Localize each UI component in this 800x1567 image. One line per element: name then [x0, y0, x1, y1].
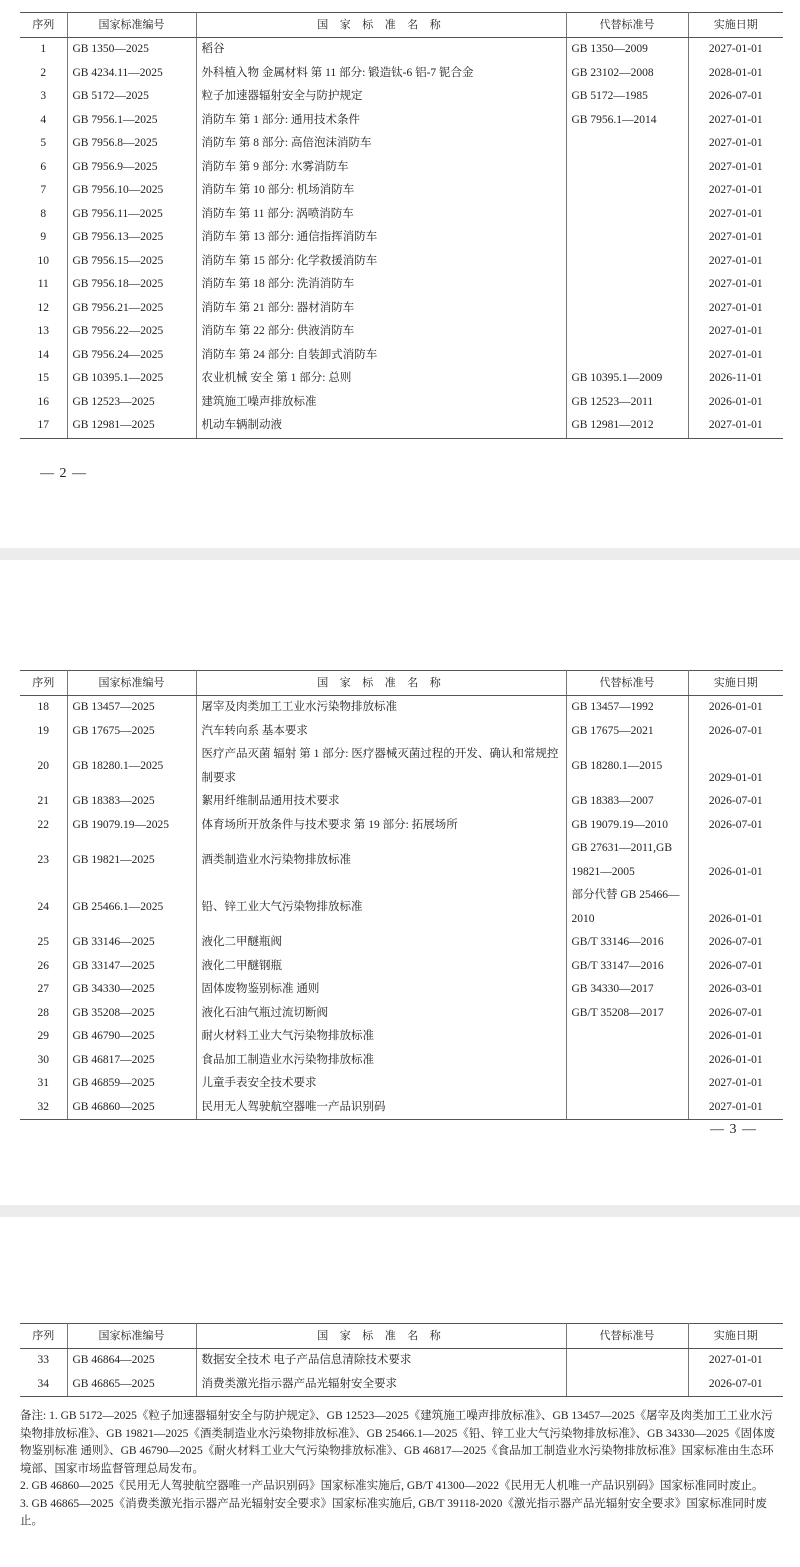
cell-replaced: GB 10395.1—2009 — [566, 367, 688, 391]
cell-seq: 8 — [20, 203, 67, 227]
cell-name: 民用无人驾驶航空器唯一产品识别码 — [196, 1096, 566, 1120]
cell-code: GB 7956.13—2025 — [67, 226, 196, 250]
cell-code: GB 33147—2025 — [67, 955, 196, 979]
table-row — [20, 884, 783, 931]
cell-seq: 17 — [20, 414, 67, 438]
table-row — [20, 790, 783, 814]
cell-name: 消防车 第 18 部分: 洗消消防车 — [196, 273, 566, 297]
cell-name: 酒类制造业水污染物排放标准 — [196, 837, 566, 884]
table-row — [20, 109, 783, 133]
cell-replaced — [566, 1096, 688, 1120]
cell-seq: 22 — [20, 814, 67, 838]
cell-name: 稻谷 — [196, 38, 566, 62]
table-row — [20, 38, 783, 62]
header-seq: 序列 — [20, 1324, 67, 1349]
cell-seq: 2 — [20, 62, 67, 86]
cell-replaced: 部分代替 GB 25466—2010 — [566, 884, 688, 931]
cell-seq: 23 — [20, 837, 67, 884]
cell-code: GB 7956.18—2025 — [67, 273, 196, 297]
cell-name: 农业机械 安全 第 1 部分: 总则 — [196, 367, 566, 391]
page-separator — [0, 1205, 800, 1217]
cell-name: 机动车辆制动液 — [196, 414, 566, 438]
cell-date: 2027-01-01 — [688, 226, 783, 250]
cell-date: 2027-01-01 — [688, 38, 783, 62]
cell-replaced: GB/T 33146—2016 — [566, 931, 688, 955]
cell-code: GB 46860—2025 — [67, 1096, 196, 1120]
header-replaced: 代替标准号 — [566, 13, 688, 38]
cell-code: GB 18280.1—2025 — [67, 743, 196, 790]
table-row — [20, 1049, 783, 1073]
cell-name: 消防车 第 24 部分: 自装卸式消防车 — [196, 344, 566, 368]
cell-replaced: GB 1350—2009 — [566, 38, 688, 62]
cell-date: 2026-07-01 — [688, 814, 783, 838]
cell-name: 汽车转向系 基本要求 — [196, 720, 566, 744]
cell-replaced — [566, 320, 688, 344]
cell-replaced: GB 17675—2021 — [566, 720, 688, 744]
cell-seq: 6 — [20, 156, 67, 180]
cell-name: 液化石油气瓶过流切断阀 — [196, 1002, 566, 1026]
standards-table-page-3 — [20, 670, 783, 1120]
cell-name: 消费类激光指示器产品光辐射安全要求 — [196, 1373, 566, 1397]
table-row — [20, 414, 783, 438]
cell-replaced — [566, 1349, 688, 1373]
cell-seq: 31 — [20, 1072, 67, 1096]
cell-date: 2027-01-01 — [688, 156, 783, 180]
cell-seq: 11 — [20, 273, 67, 297]
cell-replaced: GB 5172—1985 — [566, 85, 688, 109]
cell-seq: 18 — [20, 696, 67, 720]
cell-code: GB 7956.21—2025 — [67, 297, 196, 321]
cell-replaced: GB 19079.19—2010 — [566, 814, 688, 838]
cell-name: 儿童手表安全技术要求 — [196, 1072, 566, 1096]
cell-seq: 7 — [20, 179, 67, 203]
cell-replaced — [566, 250, 688, 274]
table-row — [20, 1373, 783, 1397]
cell-code: GB 46817—2025 — [67, 1049, 196, 1073]
cell-replaced — [566, 1072, 688, 1096]
cell-name: 消防车 第 8 部分: 高倍泡沫消防车 — [196, 132, 566, 156]
table-row — [20, 179, 783, 203]
cell-name: 消防车 第 11 部分: 涡喷消防车 — [196, 203, 566, 227]
cell-date: 2027-01-01 — [688, 250, 783, 274]
table-row — [20, 62, 783, 86]
header-code: 国家标准编号 — [67, 1324, 196, 1349]
cell-code: GB 7956.15—2025 — [67, 250, 196, 274]
cell-date: 2027-01-01 — [688, 109, 783, 133]
cell-date: 2027-01-01 — [688, 1072, 783, 1096]
table-row — [20, 132, 783, 156]
cell-replaced — [566, 179, 688, 203]
header-code: 国家标准编号 — [67, 13, 196, 38]
table-row — [20, 250, 783, 274]
table-row — [20, 1096, 783, 1120]
notes — [20, 1408, 782, 1531]
cell-name: 消防车 第 10 部分: 机场消防车 — [196, 179, 566, 203]
page-number: — 2 — — [40, 466, 87, 481]
cell-code: GB 10395.1—2025 — [67, 367, 196, 391]
table-row — [20, 743, 783, 790]
cell-seq: 3 — [20, 85, 67, 109]
table-row — [20, 814, 783, 838]
cell-seq: 34 — [20, 1373, 67, 1397]
cell-code: GB 7956.9—2025 — [67, 156, 196, 180]
cell-date: 2026-07-01 — [688, 931, 783, 955]
cell-seq: 16 — [20, 391, 67, 415]
cell-name: 消防车 第 13 部分: 通信指挥消防车 — [196, 226, 566, 250]
table-row — [20, 1025, 783, 1049]
cell-name: 液化二甲醚钢瓶 — [196, 955, 566, 979]
table-row — [20, 226, 783, 250]
header-seq: 序列 — [20, 671, 67, 696]
table-header-row — [20, 1324, 783, 1349]
cell-replaced: GB/T 33147—2016 — [566, 955, 688, 979]
table-row — [20, 156, 783, 180]
cell-code: GB 7956.24—2025 — [67, 344, 196, 368]
page-separator — [0, 548, 800, 560]
header-date: 实施日期 — [688, 671, 783, 696]
note-3: 3. GB 46865—2025《消费类激光指示器产品光辐射安全要求》国家标准实施后, GB/T 39118-2020《激光指示器产品光辐射安全要求》国家标准同时废止。 — [20, 1497, 767, 1527]
cell-seq: 5 — [20, 132, 67, 156]
cell-date: 2026-01-01 — [688, 1049, 783, 1073]
cell-date: 2027-01-01 — [688, 297, 783, 321]
cell-date: 2026-01-01 — [688, 884, 783, 931]
cell-code: GB 17675—2025 — [67, 720, 196, 744]
cell-code: GB 5172—2025 — [67, 85, 196, 109]
table-row — [20, 931, 783, 955]
cell-seq: 19 — [20, 720, 67, 744]
cell-code: GB 12981—2025 — [67, 414, 196, 438]
cell-replaced — [566, 156, 688, 180]
cell-code: GB 7956.10—2025 — [67, 179, 196, 203]
cell-seq: 12 — [20, 297, 67, 321]
table-row — [20, 85, 783, 109]
cell-replaced — [566, 344, 688, 368]
cell-name: 絮用纤维制品通用技术要求 — [196, 790, 566, 814]
cell-name: 液化二甲醚瓶阀 — [196, 931, 566, 955]
cell-name: 消防车 第 22 部分: 供液消防车 — [196, 320, 566, 344]
cell-date: 2027-01-01 — [688, 203, 783, 227]
cell-date: 2026-07-01 — [688, 85, 783, 109]
cell-replaced: GB 13457—1992 — [566, 696, 688, 720]
cell-seq: 9 — [20, 226, 67, 250]
cell-name: 医疗产品灭菌 辐射 第 1 部分: 医疗器械灭菌过程的开发、确认和常规控制要求 — [196, 743, 566, 790]
cell-code: GB 33146—2025 — [67, 931, 196, 955]
cell-code: GB 19821—2025 — [67, 837, 196, 884]
cell-date: 2026-01-01 — [688, 837, 783, 884]
cell-date: 2027-01-01 — [688, 1349, 783, 1373]
cell-name: 体育场所开放条件与技术要求 第 19 部分: 拓展场所 — [196, 814, 566, 838]
cell-code: GB 46865—2025 — [67, 1373, 196, 1397]
note-2: 2. GB 46860—2025《民用无人驾驶航空器唯一产品识别码》国家标准实施后, GB/T 41300—2022《民用无人机唯一产品识别码》国家标准同时废止。 — [20, 1480, 764, 1492]
table-row — [20, 1002, 783, 1026]
cell-replaced: GB 18280.1—2015 — [566, 743, 688, 790]
cell-date: 2026-07-01 — [688, 790, 783, 814]
cell-replaced — [566, 1025, 688, 1049]
cell-seq: 4 — [20, 109, 67, 133]
cell-code: GB 34330—2025 — [67, 978, 196, 1002]
cell-seq: 27 — [20, 978, 67, 1002]
cell-name: 消防车 第 21 部分: 器材消防车 — [196, 297, 566, 321]
header-date: 实施日期 — [688, 13, 783, 38]
cell-date: 2027-01-01 — [688, 320, 783, 344]
table-row — [20, 837, 783, 884]
cell-replaced: GB 18383—2007 — [566, 790, 688, 814]
cell-seq: 10 — [20, 250, 67, 274]
table-row — [20, 297, 783, 321]
cell-date: 2027-01-01 — [688, 132, 783, 156]
cell-name: 固体废物鉴别标准 通则 — [196, 978, 566, 1002]
cell-name: 屠宰及肉类加工工业水污染物排放标准 — [196, 696, 566, 720]
cell-name: 消防车 第 9 部分: 水雾消防车 — [196, 156, 566, 180]
cell-code: GB 46864—2025 — [67, 1349, 196, 1373]
cell-date: 2027-01-01 — [688, 179, 783, 203]
header-name: 国 家 标 准 名 称 — [196, 13, 566, 38]
cell-seq: 29 — [20, 1025, 67, 1049]
cell-code: GB 7956.1—2025 — [67, 109, 196, 133]
cell-name: 铅、锌工业大气污染物排放标准 — [196, 884, 566, 931]
cell-date: 2029-01-01 — [688, 743, 783, 790]
cell-replaced: GB 7956.1—2014 — [566, 109, 688, 133]
cell-date: 2026-11-01 — [688, 367, 783, 391]
cell-replaced — [566, 226, 688, 250]
cell-replaced: GB 12523—2011 — [566, 391, 688, 415]
cell-name: 食品加工制造业水污染物排放标准 — [196, 1049, 566, 1073]
table-row — [20, 696, 783, 720]
cell-code: GB 19079.19—2025 — [67, 814, 196, 838]
cell-date: 2026-07-01 — [688, 955, 783, 979]
cell-code: GB 46859—2025 — [67, 1072, 196, 1096]
table-row — [20, 1349, 783, 1373]
cell-code: GB 13457—2025 — [67, 696, 196, 720]
cell-replaced — [566, 297, 688, 321]
cell-name: 消防车 第 15 部分: 化学救援消防车 — [196, 250, 566, 274]
cell-seq: 32 — [20, 1096, 67, 1120]
cell-date: 2026-07-01 — [688, 1002, 783, 1026]
table-row — [20, 978, 783, 1002]
cell-name: 粒子加速器辐射安全与防护规定 — [196, 85, 566, 109]
cell-replaced — [566, 1373, 688, 1397]
cell-name: 建筑施工噪声排放标准 — [196, 391, 566, 415]
cell-replaced: GB 27631—2011,GB 19821—2005 — [566, 837, 688, 884]
cell-seq: 28 — [20, 1002, 67, 1026]
cell-code: GB 7956.11—2025 — [67, 203, 196, 227]
cell-date: 2026-03-01 — [688, 978, 783, 1002]
cell-code: GB 18383—2025 — [67, 790, 196, 814]
table-row — [20, 720, 783, 744]
cell-name: 数据安全技术 电子产品信息清除技术要求 — [196, 1349, 566, 1373]
cell-seq: 24 — [20, 884, 67, 931]
cell-name: 外科植入物 金属材料 第 11 部分: 锻造钛-6 铝-7 铌合金 — [196, 62, 566, 86]
cell-code: GB 7956.22—2025 — [67, 320, 196, 344]
table-header-row — [20, 671, 783, 696]
table-row — [20, 391, 783, 415]
cell-seq: 21 — [20, 790, 67, 814]
standards-table-page-2 — [20, 12, 783, 439]
cell-replaced — [566, 203, 688, 227]
table-row — [20, 367, 783, 391]
header-date: 实施日期 — [688, 1324, 783, 1349]
cell-code: GB 12523—2025 — [67, 391, 196, 415]
standards-table-page-4 — [20, 1323, 783, 1397]
cell-replaced: GB 12981—2012 — [566, 414, 688, 438]
header-replaced: 代替标准号 — [566, 671, 688, 696]
header-name: 国 家 标 准 名 称 — [196, 1324, 566, 1349]
cell-date: 2027-01-01 — [688, 414, 783, 438]
note-1: 备注: 1. GB 5172—2025《粒子加速器辐射安全与防护规定》、GB 12523—2025《建筑施工噪声排放标准》、GB 13457—2025《屠宰及肉类加工工业水污染物排放标准》、GB 19821—2025《酒类制造业水污染物排放标准》、GB 25466.1—2025《铅、锌工业大气污染物排放标准》、GB 34330—2025《固体废物鉴别标准 通则》、GB 46790—2025《耐火材料工业大气污染物排放标准》、GB 46817—2025《食品加工制造业水污染物排放标准》国家标准由生态环境部、国家市场监督管理总局发布。 — [20, 1410, 776, 1475]
page-number: — 3 — — [710, 1122, 757, 1137]
cell-date: 2027-01-01 — [688, 344, 783, 368]
cell-date: 2027-01-01 — [688, 273, 783, 297]
cell-date: 2026-01-01 — [688, 696, 783, 720]
cell-code: GB 7956.8—2025 — [67, 132, 196, 156]
cell-replaced — [566, 132, 688, 156]
cell-date: 2027-01-01 — [688, 1096, 783, 1120]
header-code: 国家标准编号 — [67, 671, 196, 696]
cell-date: 2026-07-01 — [688, 1373, 783, 1397]
cell-replaced: GB 34330—2017 — [566, 978, 688, 1002]
cell-seq: 30 — [20, 1049, 67, 1073]
cell-code: GB 4234.11—2025 — [67, 62, 196, 86]
cell-seq: 15 — [20, 367, 67, 391]
cell-replaced — [566, 273, 688, 297]
cell-name: 消防车 第 1 部分: 通用技术条件 — [196, 109, 566, 133]
table-row — [20, 273, 783, 297]
header-seq: 序列 — [20, 13, 67, 38]
header-name: 国 家 标 准 名 称 — [196, 671, 566, 696]
cell-code: GB 1350—2025 — [67, 38, 196, 62]
table-header-row — [20, 13, 783, 38]
cell-seq: 13 — [20, 320, 67, 344]
cell-date: 2028-01-01 — [688, 62, 783, 86]
cell-name: 耐火材料工业大气污染物排放标准 — [196, 1025, 566, 1049]
cell-seq: 26 — [20, 955, 67, 979]
cell-code: GB 46790—2025 — [67, 1025, 196, 1049]
cell-replaced — [566, 1049, 688, 1073]
table-row — [20, 203, 783, 227]
header-replaced: 代替标准号 — [566, 1324, 688, 1349]
cell-seq: 20 — [20, 743, 67, 790]
cell-date: 2026-07-01 — [688, 720, 783, 744]
table-row — [20, 955, 783, 979]
cell-seq: 1 — [20, 38, 67, 62]
cell-code: GB 25466.1—2025 — [67, 884, 196, 931]
table-row — [20, 320, 783, 344]
cell-seq: 25 — [20, 931, 67, 955]
cell-replaced: GB/T 35208—2017 — [566, 1002, 688, 1026]
cell-date: 2026-01-01 — [688, 1025, 783, 1049]
cell-seq: 14 — [20, 344, 67, 368]
cell-date: 2026-01-01 — [688, 391, 783, 415]
table-row — [20, 1072, 783, 1096]
cell-code: GB 35208—2025 — [67, 1002, 196, 1026]
cell-replaced: GB 23102—2008 — [566, 62, 688, 86]
cell-seq: 33 — [20, 1349, 67, 1373]
table-row — [20, 344, 783, 368]
